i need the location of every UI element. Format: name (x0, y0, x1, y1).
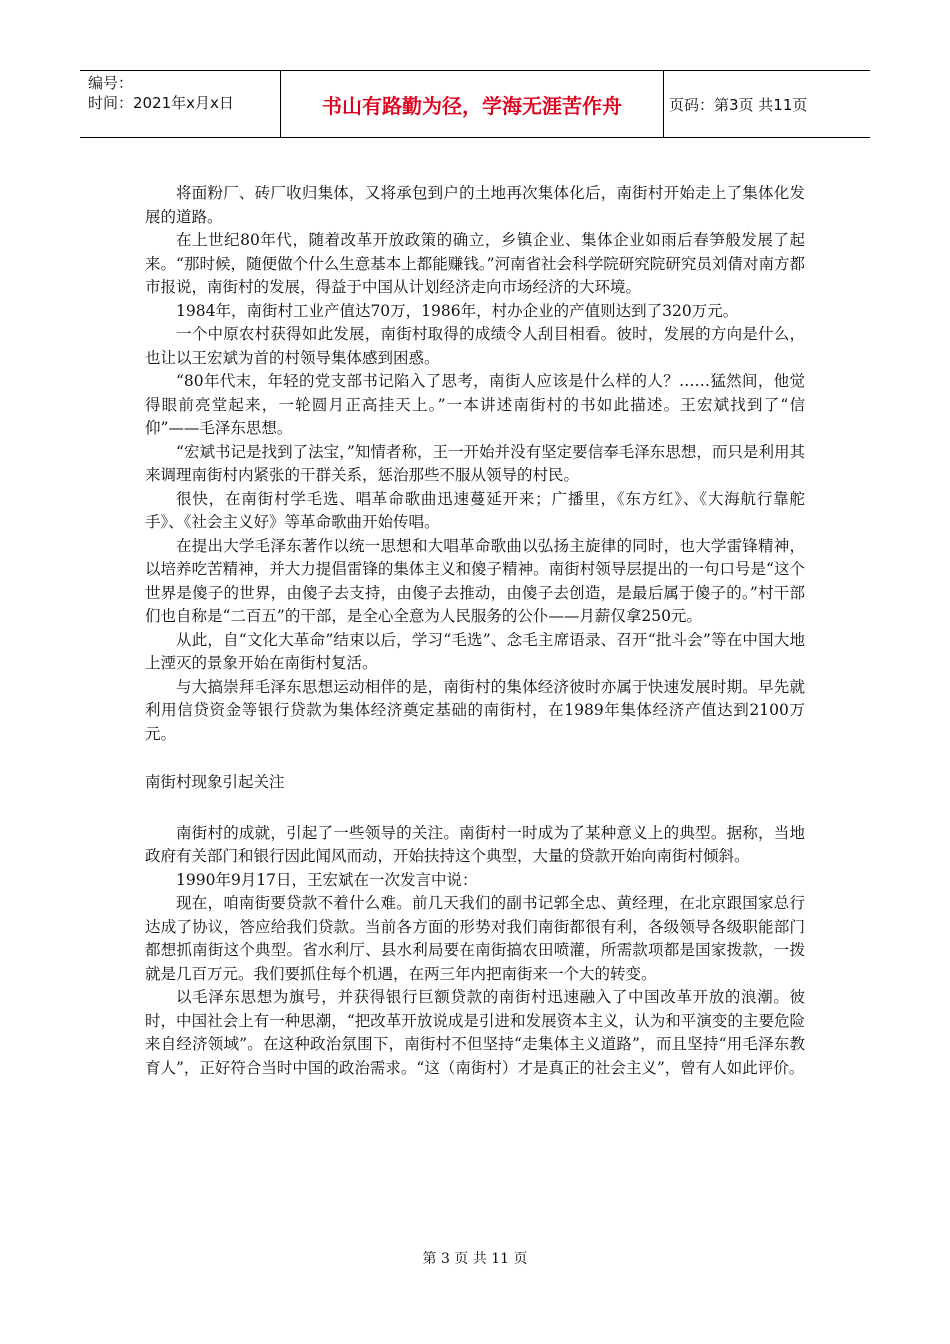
body-paragraph: 1984年，南街村工业产值达70万，1986年，村办企业的产值则达到了320万元。 (176, 301, 739, 320)
header-motto: 书山有路勤为径，学海无涯苦作舟 (281, 71, 664, 137)
time-label: 时间：2021年x月x日 (88, 94, 234, 112)
body-paragraph: 以毛泽东思想为旗号，并获得银行巨额贷款的南街村迅速融入了中国改革开放的浪潮。彼时，中国社会上有一种思潮，“把改革开放说成是引进和发展资本主义，认为和平演变的主要危险来自经济领域”。在这种政治氛围下，南街村不但坚持“走集体主义道路”，而且坚持“用毛泽东教育人”，正好符合当时中国的政治需求。“这（南街村）才是真正的社会主义”，曾有人如此评价。 (145, 988, 805, 1077)
body-paragraph: 很快，在南街村学毛选、唱革命歌曲迅速蔓延开来；广播里，《东方红》、《大海航行靠舵手》、《社会主义好》等革命歌曲开始传唱。 (145, 489, 805, 531)
document-body (145, 182, 805, 1080)
body-paragraph: 在上世纪80年代，随着改革开放政策的确立，乡镇企业、集体企业如雨后春笋般发展了起来。“那时候，随便做个什么生意基本上都能赚钱。”河南省社会科学院研究院研究员刘倩对南方都市报说，南街村的发展，得益于中国从计划经济走向市场经济的大环境。 (145, 231, 805, 296)
header-meta (80, 71, 281, 137)
body-paragraph: 南街村的成就，引起了一些领导的关注。南街村一时成为了某种意义上的典型。据称，当地政府有关部门和银行因此闻风而动，开始扶持这个典型，大量的贷款开始向南街村倾斜。 (145, 823, 805, 865)
body-paragraph: 在提出大学毛泽东著作以统一思想和大唱革命歌曲以弘扬主旋律的同时，也大学雷锋精神，以培养吃苦精神，并大力提倡雷锋的集体主义和傻子精神。南街村领导层提出的一句口号是“这个世界是傻子的世界，由傻子去支持，由傻子去推动，由傻子去创造，是最后属于傻子的。”村干部们也自称是“二百五”的干部，是全心全意为人民服务的公仆——月薪仅拿250元。 (145, 536, 805, 625)
section-heading: 南街村现象引起关注 (145, 773, 285, 791)
body-paragraph: 一个中原农村获得如此发展，南街村取得的成绩令人刮目相看。彼时，发展的方向是什么，也让以王宏斌为首的村领导集体感到困惑。 (145, 325, 805, 367)
number-label: 编号： (88, 74, 134, 92)
page-footer: 第 3 页 共 11 页 (422, 1251, 528, 1267)
body-paragraph: 与大搞崇拜毛泽东思想运动相伴的是，南街村的集体经济彼时亦属于快速发展时期。早先就利用信贷资金等银行贷款为集体经济奠定基础的南街村，在1989年集体经济产值达到2100万元。 (145, 677, 805, 743)
body-paragraph: 现在，咱南街要贷款不着什么难。前几天我们的副书记郭全忠、黄经理，在北京跟国家总行达成了协议，答应给我们贷款。当前各方面的形势对我们南街都很有利，各级领导各级职能部门都想抓南街这个典型。省水利厅、县水利局要在南街搞农田喷灌，所需款项都是国家拨款，一拨就是几百万元。我们要抓住每个机遇，在两三年内把南街来一个大的转变。 (145, 894, 805, 983)
body-paragraph: 从此，自“文化大革命”结束以后，学习“毛选”、念毛主席语录、召开“批斗会”等在中国大地上湮灭的景象开始在南街村复活。 (145, 630, 805, 672)
body-paragraph: 将面粉厂、砖厂收归集体，又将承包到户的土地再次集体化后，南街村开始走上了集体化发展的道路。 (145, 184, 805, 226)
page-header (80, 70, 870, 138)
body-paragraph: 1990年9月17日，王宏斌在一次发言中说： (176, 870, 478, 889)
body-paragraph: “80年代末，年轻的党支部书记陷入了思考，南街人应该是什么样的人？……猛然间，他觉得眼前亮堂起来，一轮圆月正高挂天上。”一本讲述南街村的书如此描述。王宏斌找到了“信仰”——毛泽东思想。 (145, 372, 805, 437)
header-page-info: 页码：第3页 共11页 (669, 95, 808, 114)
body-paragraph: “宏斌书记是找到了法宝，”知情者称，王一开始并没有坚定要信奉毛泽东思想，而只是利用其来调理南街村内紧张的干群关系，惩治那些不服从领导的村民。 (145, 442, 805, 484)
